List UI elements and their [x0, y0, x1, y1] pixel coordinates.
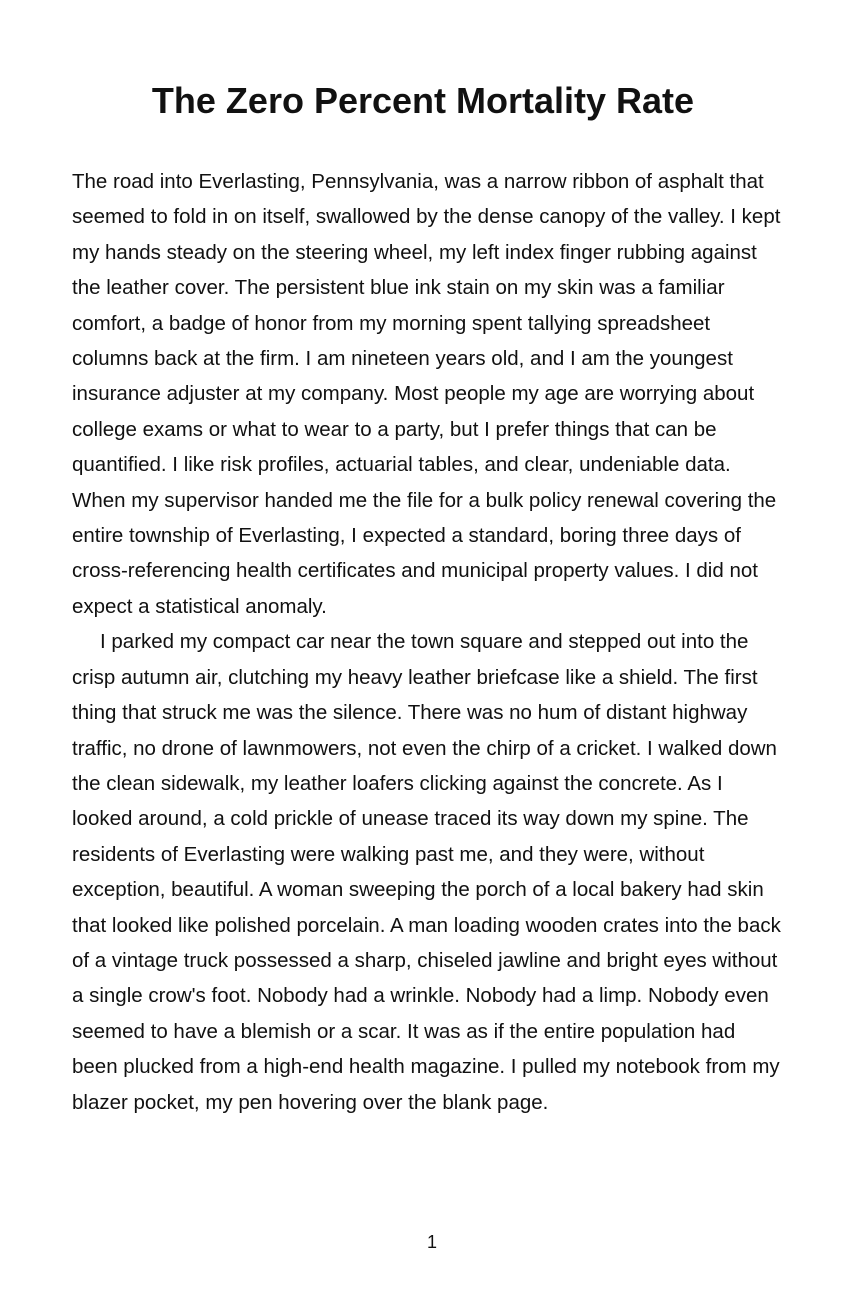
paragraph-1: The road into Everlasting, Pennsylvania, was a narrow ribbon of asphalt that seemed to fold in on itself, swallowed by the dense canopy of the valley. I kept my hands steady on the steering wheel, my left index finger rubbing against the leather cover. The persistent blue ink stain on my skin was a familiar comfort, a badge of honor from my morning spent tallying spreadsheet columns back at the firm. I am nineteen years old, and I am the youngest insurance adjuster at my company. Most people my age are worrying about college exams or what to wear to a party, but I prefer things that can be quantified. I like risk profiles, actuarial tables, and clear, undeniable data. When my supervisor handed me the file for a bulk policy renewal covering the entire township of Everlasting, I expected a standard, boring three days of cross-referencing health certificates and municipal property values. I did not expect a statistical anomaly.: [72, 170, 781, 618]
paragraph-2: I parked my compact car near the town square and stepped out into the crisp autumn air, clutching my heavy leather briefcase like a shield. The first thing that struck me was the silence. There was no hum of distant highway traffic, no drone of lawnmowers, not even the chirp of a cricket. I walked down the clean sidewalk, my leather loafers clicking against the concrete. As I looked around, a cold prickle of unease traced its way down my spine. The residents of Everlasting were walking past me, and they were, without exception, beautiful. A woman sweeping the porch of a local bakery had skin that looked like polished porcelain. A man loading wooden crates into the back of a vintage truck possessed a sharp, chiseled jawline and bright eyes without a single crow's foot. Nobody had a wrinkle. Nobody had a limp. Nobody even seemed to have a blemish or a scar. It was as if the entire population had been plucked from a high-end health magazine. I pulled my notebook from my blazer pocket, my pen hovering over the blank page.: [72, 630, 781, 1114]
body-text: [72, 164, 782, 1120]
page-number: 1: [426, 1232, 437, 1252]
document-title: The Zero Percent Mortality Rate: [151, 80, 695, 121]
